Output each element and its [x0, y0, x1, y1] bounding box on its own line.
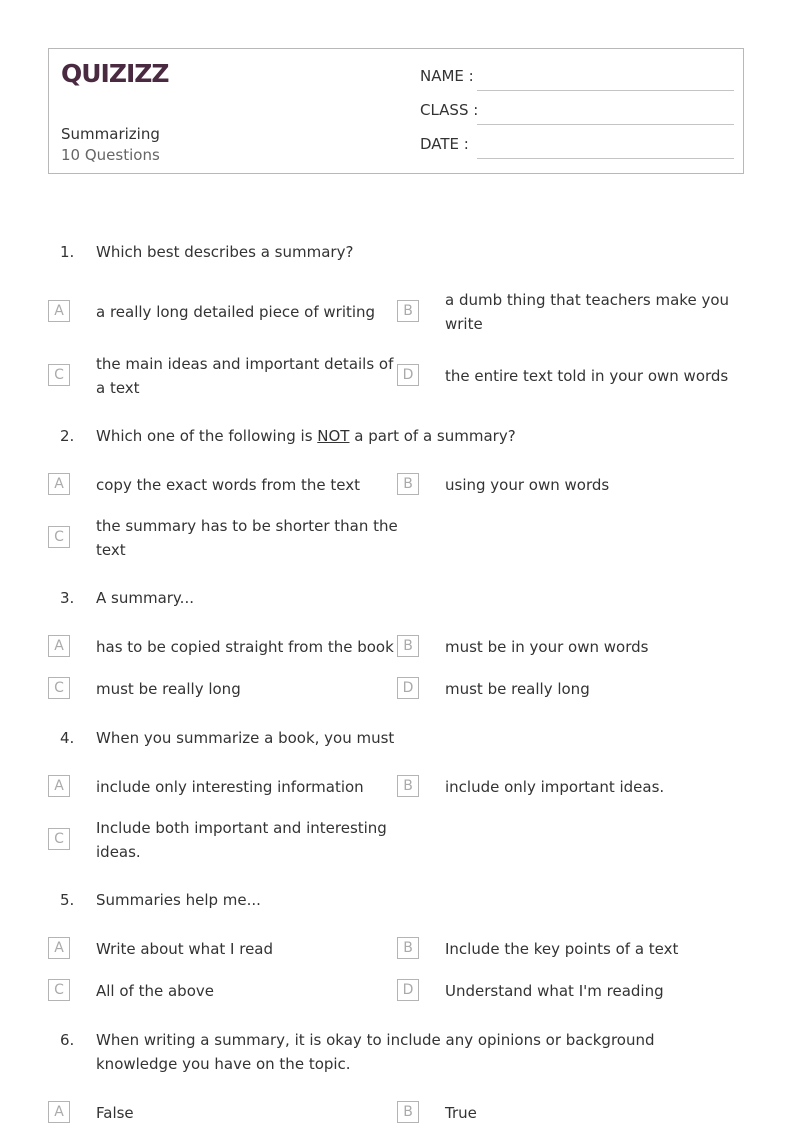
- class-label: CLASS :: [420, 101, 479, 119]
- option-letter: A: [48, 300, 70, 322]
- option-letter: C: [48, 828, 70, 850]
- option-letter: B: [397, 1101, 419, 1123]
- option-text: Include the key points of a text: [445, 940, 679, 958]
- name-field[interactable]: [420, 67, 734, 91]
- class-line[interactable]: [477, 124, 734, 125]
- option-text: using your own words: [445, 476, 610, 494]
- option-text: the summary has to be shorter than the text: [96, 517, 398, 559]
- question-number: 2.: [60, 427, 75, 445]
- option-letter: C: [48, 677, 70, 699]
- option-text: must be in your own words: [445, 638, 649, 656]
- option-letter: D: [397, 979, 419, 1001]
- question-number: 6.: [60, 1031, 75, 1049]
- option-letter: A: [48, 937, 70, 959]
- option-letter: B: [397, 473, 419, 495]
- class-field[interactable]: [420, 101, 734, 125]
- question-number: 3.: [60, 589, 75, 607]
- question-text: Which best describes a summary?: [96, 243, 354, 261]
- option-letter: B: [397, 635, 419, 657]
- option-letter: C: [48, 526, 70, 548]
- option-letter: A: [48, 473, 70, 495]
- option-text: a dumb thing that teachers make you write: [445, 291, 730, 333]
- question-count: 10 Questions: [61, 146, 160, 164]
- option-text: Write about what I read: [96, 940, 274, 958]
- question-number: 4.: [60, 729, 75, 747]
- date-field[interactable]: [420, 135, 734, 159]
- quizizz-logo: QUIZIZZ: [61, 59, 169, 88]
- option-letter: B: [397, 775, 419, 797]
- emphasis-not: NOT: [317, 427, 350, 445]
- option-text: Understand what I'm reading: [445, 982, 664, 1000]
- question-text: Which one of the following is NOT a part of a summary?: [96, 427, 516, 445]
- question-text: When you summarize a book, you must: [96, 729, 395, 747]
- name-line[interactable]: [477, 90, 734, 91]
- date-line[interactable]: [477, 158, 734, 159]
- option-text: All of the above: [96, 982, 214, 1000]
- option-letter: C: [48, 979, 70, 1001]
- option-letter: B: [397, 937, 419, 959]
- option-text: Include both important and interesting ideas.: [96, 819, 387, 861]
- option-letter: A: [48, 775, 70, 797]
- option-text: a really long detailed piece of writing: [96, 303, 376, 321]
- question-number: 1.: [60, 243, 75, 261]
- option-letter: D: [397, 364, 419, 386]
- date-label: DATE :: [420, 135, 469, 153]
- option-letter: A: [48, 1101, 70, 1123]
- option-text: include only important ideas.: [445, 778, 665, 796]
- option-letter: B: [397, 300, 419, 322]
- option-letter: C: [48, 364, 70, 386]
- question-text: Summaries help me...: [96, 891, 261, 909]
- option-text: False: [96, 1104, 134, 1122]
- option-text: the entire text told in your own words: [445, 367, 729, 385]
- option-text: include only interesting information: [96, 778, 364, 796]
- question-number: 5.: [60, 891, 75, 909]
- worksheet-title: Summarizing: [61, 125, 160, 143]
- option-text: True: [445, 1104, 477, 1122]
- question-text: When writing a summary, it is okay to include any opinions or background knowledge you have on the topic.: [96, 1031, 655, 1073]
- option-text: must be really long: [445, 680, 590, 698]
- name-label: NAME :: [420, 67, 474, 85]
- worksheet-header: [48, 48, 744, 174]
- option-letter: A: [48, 635, 70, 657]
- option-text: has to be copied straight from the book: [96, 638, 394, 656]
- option-text: must be really long: [96, 680, 241, 698]
- option-letter: D: [397, 677, 419, 699]
- option-text: the main ideas and important details of a text: [96, 355, 394, 397]
- option-text: copy the exact words from the text: [96, 476, 361, 494]
- question-text: A summary...: [96, 589, 194, 607]
